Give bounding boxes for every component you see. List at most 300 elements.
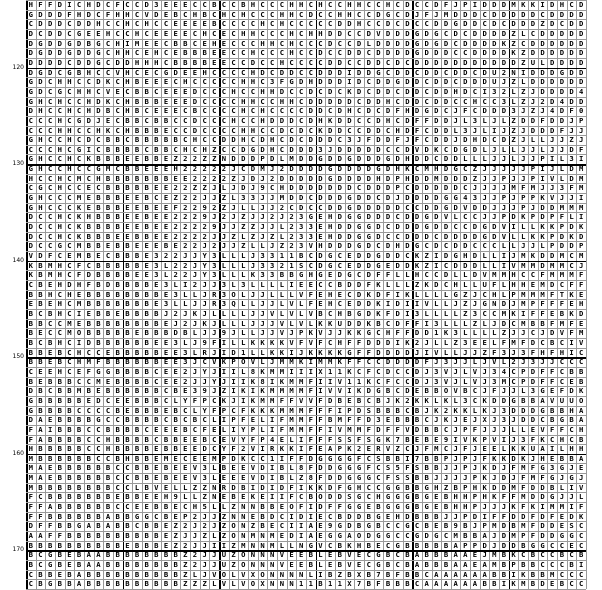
- grid-cell: J: [451, 0, 461, 10]
- grid-cell: E: [152, 222, 162, 232]
- grid-cell: D: [26, 232, 36, 242]
- grid-cell: E: [567, 541, 577, 551]
- grid-cell: B: [94, 579, 104, 589]
- grid-cell: B: [171, 58, 181, 68]
- grid-cell: H: [451, 492, 461, 502]
- grid-cell: 2: [267, 212, 277, 222]
- grid-cell: D: [335, 154, 345, 164]
- grid-cell: A: [26, 531, 36, 541]
- grid-cell: E: [123, 203, 133, 213]
- grid-cell: H: [65, 164, 75, 174]
- grid-cell: L: [480, 126, 490, 136]
- grid-cell: C: [26, 367, 36, 377]
- grid-cell: L: [518, 222, 528, 232]
- grid-cell: K: [538, 193, 548, 203]
- grid-cell: J: [248, 212, 258, 222]
- grid-cell: J: [480, 174, 490, 184]
- grid-cell: I: [335, 406, 345, 416]
- grid-cell: B: [84, 232, 94, 242]
- grid-cell: F: [103, 10, 113, 20]
- grid-cell: L: [432, 290, 442, 300]
- grid-cell: E: [142, 492, 152, 502]
- grid-cell: F: [325, 435, 335, 445]
- grid-cell: B: [460, 531, 470, 541]
- grid-cell: B: [55, 444, 65, 454]
- grid-cell: B: [65, 531, 75, 541]
- grid-cell: B: [142, 328, 152, 338]
- grid-cell: D: [374, 48, 384, 58]
- grid-cell: K: [248, 270, 258, 280]
- grid-line-horizontal: [26, 174, 586, 175]
- grid-cell: I: [229, 367, 239, 377]
- grid-cell: C: [412, 68, 422, 78]
- grid-cell: C: [123, 135, 133, 145]
- grid-cell: T: [557, 290, 567, 300]
- grid-cell: B: [171, 435, 181, 445]
- grid-cell: D: [383, 135, 393, 145]
- grid-cell: E: [132, 328, 142, 338]
- grid-cell: J: [190, 251, 200, 261]
- grid-cell: D: [567, 87, 577, 97]
- grid-cell: A: [480, 560, 490, 570]
- grid-cell: C: [113, 77, 123, 87]
- grid-cell: I: [383, 299, 393, 309]
- grid-cell: C: [36, 241, 46, 251]
- grid-cell: 2: [538, 97, 548, 107]
- grid-cell: C: [470, 212, 480, 222]
- grid-cell: 3: [258, 270, 268, 280]
- grid-cell: F: [306, 386, 316, 396]
- grid-cell: L: [509, 154, 519, 164]
- grid-cell: B: [55, 435, 65, 445]
- grid-cell: L: [509, 97, 519, 107]
- grid-cell: F: [316, 435, 326, 445]
- grid-cell: D: [84, 48, 94, 58]
- grid-cell: J: [229, 328, 239, 338]
- grid-cell: B: [74, 454, 84, 464]
- grid-cell: K: [509, 579, 519, 589]
- grid-cell: C: [393, 531, 403, 541]
- grid-cell: G: [26, 135, 36, 145]
- grid-cell: B: [152, 406, 162, 416]
- grid-cell: D: [460, 87, 470, 97]
- grid-cell: L: [538, 58, 548, 68]
- grid-cell: F: [296, 502, 306, 512]
- grid-line-vertical: [528, 0, 529, 589]
- grid-cell: C: [161, 58, 171, 68]
- grid-cell: D: [567, 241, 577, 251]
- grid-cell: B: [45, 309, 55, 319]
- grid-cell: G: [74, 521, 84, 531]
- grid-cell: L: [180, 483, 190, 493]
- grid-cell: G: [345, 212, 355, 222]
- grid-cell: F: [26, 435, 36, 445]
- grid-cell: C: [567, 550, 577, 560]
- grid-cell: J: [209, 560, 219, 570]
- grid-cell: M: [161, 454, 171, 464]
- grid-cell: E: [152, 454, 162, 464]
- grid-cell: D: [267, 512, 277, 522]
- grid-cell: E: [152, 77, 162, 87]
- grid-cell: D: [325, 473, 335, 483]
- grid-cell: J: [451, 415, 461, 425]
- grid-cell: F: [306, 377, 316, 387]
- grid-cell: P: [258, 154, 268, 164]
- grid-line-horizontal: [26, 145, 586, 146]
- grid-cell: K: [306, 483, 316, 493]
- grid-cell: B: [132, 126, 142, 136]
- grid-cell: C: [383, 232, 393, 242]
- grid-cell: C: [55, 251, 65, 261]
- grid-cell: F: [393, 328, 403, 338]
- grid-cell: B: [258, 502, 268, 512]
- grid-cell: E: [180, 174, 190, 184]
- grid-cell: B: [142, 415, 152, 425]
- grid-cell: B: [36, 357, 46, 367]
- grid-cell: E: [354, 550, 364, 560]
- row-number-label: 170: [0, 547, 24, 553]
- grid-cell: E: [45, 348, 55, 358]
- grid-cell: C: [123, 29, 133, 39]
- grid-cell: B: [103, 328, 113, 338]
- grid-cell: H: [325, 290, 335, 300]
- grid-cell: C: [65, 299, 75, 309]
- grid-cell: C: [567, 0, 577, 10]
- grid-cell: D: [432, 19, 442, 29]
- grid-cell: F: [354, 338, 364, 348]
- grid-cell: G: [364, 232, 374, 242]
- grid-cell: G: [432, 29, 442, 39]
- grid-cell: B: [123, 521, 133, 531]
- grid-cell: J: [480, 212, 490, 222]
- grid-cell: D: [45, 10, 55, 20]
- grid-cell: D: [258, 473, 268, 483]
- grid-cell: G: [335, 521, 345, 531]
- grid-cell: D: [287, 531, 297, 541]
- grid-cell: B: [412, 473, 422, 483]
- grid-cell: D: [432, 116, 442, 126]
- grid-cell: D: [277, 68, 287, 78]
- grid-cell: C: [190, 425, 200, 435]
- grid-cell: I: [248, 483, 258, 493]
- grid-cell: E: [94, 29, 104, 39]
- grid-cell: B: [84, 579, 94, 589]
- grid-cell: D: [499, 531, 509, 541]
- grid-cell: F: [480, 454, 490, 464]
- grid-cell: B: [190, 106, 200, 116]
- grid-cell: C: [65, 338, 75, 348]
- grid-cell: I: [547, 154, 557, 164]
- grid-cell: C: [65, 348, 75, 358]
- grid-cell: B: [103, 270, 113, 280]
- grid-cell: Z: [190, 483, 200, 493]
- grid-cell: M: [26, 463, 36, 473]
- grid-cell: B: [335, 541, 345, 551]
- grid-cell: G: [94, 48, 104, 58]
- grid-cell: I: [219, 348, 229, 358]
- grid-cell: J: [489, 193, 499, 203]
- grid-cell: D: [489, 106, 499, 116]
- grid-cell: B: [383, 386, 393, 396]
- grid-cell: K: [296, 357, 306, 367]
- grid-cell: I: [287, 348, 297, 358]
- grid-cell: D: [509, 512, 519, 522]
- grid-cell: C: [65, 87, 75, 97]
- grid-cell: M: [518, 251, 528, 261]
- grid-cell: D: [306, 183, 316, 193]
- grid-cell: C: [200, 135, 210, 145]
- grid-cell: F: [547, 377, 557, 387]
- grid-line-vertical: [547, 0, 548, 589]
- grid-cell: A: [441, 570, 451, 580]
- grid-cell: B: [364, 570, 374, 580]
- grid-cell: P: [518, 531, 528, 541]
- grid-cell: D: [538, 29, 548, 39]
- grid-cell: L: [277, 222, 287, 232]
- grid-cell: M: [557, 203, 567, 213]
- grid-cell: H: [26, 174, 36, 184]
- grid-cell: H: [451, 87, 461, 97]
- grid-cell: B: [432, 425, 442, 435]
- grid-cell: E: [142, 77, 152, 87]
- grid-cell: F: [528, 435, 538, 445]
- grid-cell: 2: [190, 280, 200, 290]
- grid-cell: F: [489, 280, 499, 290]
- grid-cell: C: [432, 270, 442, 280]
- grid-cell: D: [296, 183, 306, 193]
- grid-line-vertical: [26, 0, 28, 589]
- grid-cell: H: [287, 48, 297, 58]
- grid-cell: E: [161, 193, 171, 203]
- grid-cell: D: [287, 116, 297, 126]
- grid-cell: B: [383, 560, 393, 570]
- grid-cell: D: [557, 29, 567, 39]
- grid-cell: D: [567, 222, 577, 232]
- grid-line-vertical: [229, 0, 230, 589]
- grid-cell: 2: [499, 68, 509, 78]
- grid-cell: M: [576, 251, 586, 261]
- grid-cell: L: [470, 280, 480, 290]
- grid-cell: E: [132, 502, 142, 512]
- grid-cell: B: [528, 396, 538, 406]
- grid-cell: V: [335, 377, 345, 387]
- grid-cell: J: [509, 299, 519, 309]
- grid-cell: E: [316, 531, 326, 541]
- grid-cell: K: [412, 251, 422, 261]
- grid-cell: J: [499, 126, 509, 136]
- grid-cell: G: [422, 502, 432, 512]
- grid-cell: B: [94, 222, 104, 232]
- grid-cell: C: [200, 97, 210, 107]
- grid-cell: E: [180, 87, 190, 97]
- grid-cell: C: [576, 348, 586, 358]
- grid-line-vertical: [451, 0, 452, 589]
- grid-cell: D: [451, 232, 461, 242]
- grid-cell: A: [36, 435, 46, 445]
- grid-cell: D: [460, 58, 470, 68]
- grid-cell: Z: [422, 251, 432, 261]
- grid-cell: L: [451, 270, 461, 280]
- grid-cell: M: [74, 299, 84, 309]
- grid-cell: B: [123, 492, 133, 502]
- grid-cell: Z: [470, 174, 480, 184]
- grid-cell: E: [219, 39, 229, 49]
- grid-cell: D: [354, 145, 364, 155]
- grid-cell: D: [374, 39, 384, 49]
- grid-cell: B: [74, 444, 84, 454]
- grid-line-horizontal: [26, 463, 586, 464]
- grid-cell: B: [142, 203, 152, 213]
- grid-cell: 3: [209, 261, 219, 271]
- grid-cell: B: [132, 463, 142, 473]
- grid-cell: L: [518, 425, 528, 435]
- grid-cell: C: [65, 97, 75, 107]
- grid-cell: A: [460, 560, 470, 570]
- grid-cell: J: [576, 473, 586, 483]
- grid-cell: B: [509, 521, 519, 531]
- grid-cell: L: [489, 251, 499, 261]
- grid-cell: F: [84, 280, 94, 290]
- grid-cell: A: [451, 570, 461, 580]
- grid-line-horizontal: [26, 251, 586, 252]
- grid-cell: D: [84, 58, 94, 68]
- grid-cell: M: [132, 39, 142, 49]
- grid-cell: C: [470, 106, 480, 116]
- grid-cell: B: [84, 570, 94, 580]
- grid-line-vertical: [248, 0, 249, 589]
- grid-cell: C: [161, 39, 171, 49]
- grid-cell: H: [470, 97, 480, 107]
- grid-cell: H: [142, 19, 152, 29]
- grid-cell: C: [567, 357, 577, 367]
- grid-cell: C: [306, 0, 316, 10]
- grid-cell: C: [393, 521, 403, 531]
- grid-cell: L: [229, 270, 239, 280]
- grid-cell: C: [316, 203, 326, 213]
- grid-cell: H: [94, 126, 104, 136]
- grid-cell: E: [345, 251, 355, 261]
- grid-cell: C: [36, 145, 46, 155]
- grid-cell: C: [219, 126, 229, 136]
- row-number-label: 140: [0, 258, 24, 264]
- grid-cell: D: [451, 29, 461, 39]
- grid-cell: F: [538, 367, 548, 377]
- grid-cell: B: [142, 406, 152, 416]
- grid-cell: H: [123, 10, 133, 20]
- grid-cell: C: [306, 39, 316, 49]
- grid-cell: J: [480, 425, 490, 435]
- grid-cell: C: [489, 309, 499, 319]
- grid-cell: D: [480, 29, 490, 39]
- grid-cell: D: [354, 154, 364, 164]
- grid-cell: B: [142, 174, 152, 184]
- grid-cell: Z: [296, 473, 306, 483]
- grid-cell: D: [432, 48, 442, 58]
- grid-cell: E: [171, 357, 181, 367]
- grid-cell: K: [277, 338, 287, 348]
- grid-cell: C: [374, 106, 384, 116]
- grid-cell: D: [547, 116, 557, 126]
- grid-cell: B: [55, 454, 65, 464]
- grid-cell: E: [576, 463, 586, 473]
- grid-cell: O: [248, 579, 258, 589]
- grid-cell: I: [306, 512, 316, 522]
- grid-cell: C: [267, 19, 277, 29]
- grid-cell: H: [200, 29, 210, 39]
- grid-cell: D: [403, 0, 413, 10]
- grid-cell: C: [123, 473, 133, 483]
- grid-cell: P: [335, 444, 345, 454]
- grid-cell: K: [316, 483, 326, 493]
- grid-cell: J: [258, 319, 268, 329]
- grid-cell: D: [36, 87, 46, 97]
- grid-cell: F: [567, 280, 577, 290]
- grid-cell: E: [161, 203, 171, 213]
- grid-cell: G: [374, 68, 384, 78]
- grid-cell: D: [306, 106, 316, 116]
- grid-cell: B: [180, 425, 190, 435]
- grid-cell: F: [190, 396, 200, 406]
- grid-cell: H: [306, 270, 316, 280]
- grid-cell: D: [509, 212, 519, 222]
- grid-cell: F: [354, 415, 364, 425]
- grid-cell: I: [258, 444, 268, 454]
- grid-cell: D: [547, 68, 557, 78]
- grid-cell: C: [55, 319, 65, 329]
- grid-cell: J: [557, 135, 567, 145]
- grid-cell: F: [354, 357, 364, 367]
- grid-cell: C: [248, 87, 258, 97]
- grid-cell: M: [518, 463, 528, 473]
- grid-cell: C: [489, 97, 499, 107]
- grid-cell: B: [113, 328, 123, 338]
- grid-cell: C: [84, 126, 94, 136]
- grid-cell: F: [296, 338, 306, 348]
- grid-cell: C: [557, 560, 567, 570]
- grid-cell: M: [576, 203, 586, 213]
- grid-cell: B: [132, 280, 142, 290]
- grid-cell: F: [528, 512, 538, 522]
- grid-cell: G: [374, 512, 384, 522]
- grid-cell: L: [480, 251, 490, 261]
- grid-cell: D: [364, 106, 374, 116]
- grid-cell: 2: [180, 203, 190, 213]
- grid-cell: P: [528, 164, 538, 174]
- grid-cell: B: [113, 579, 123, 589]
- grid-cell: E: [161, 106, 171, 116]
- grid-cell: C: [74, 183, 84, 193]
- grid-line-horizontal: [26, 328, 586, 329]
- grid-cell: C: [180, 135, 190, 145]
- grid-cell: 3: [219, 290, 229, 300]
- grid-cell: Z: [567, 135, 577, 145]
- grid-cell: M: [518, 261, 528, 271]
- grid-cell: B: [113, 425, 123, 435]
- grid-cell: B: [432, 454, 442, 464]
- grid-cell: B: [103, 135, 113, 145]
- grid-cell: 9: [325, 521, 335, 531]
- grid-cell: B: [36, 396, 46, 406]
- grid-cell: L: [432, 309, 442, 319]
- grid-cell: V: [296, 396, 306, 406]
- grid-cell: 3: [518, 348, 528, 358]
- grid-cell: B: [123, 183, 133, 193]
- grid-cell: C: [84, 261, 94, 271]
- grid-cell: D: [422, 29, 432, 39]
- grid-cell: B: [36, 280, 46, 290]
- grid-cell: K: [277, 377, 287, 387]
- grid-cell: V: [229, 435, 239, 445]
